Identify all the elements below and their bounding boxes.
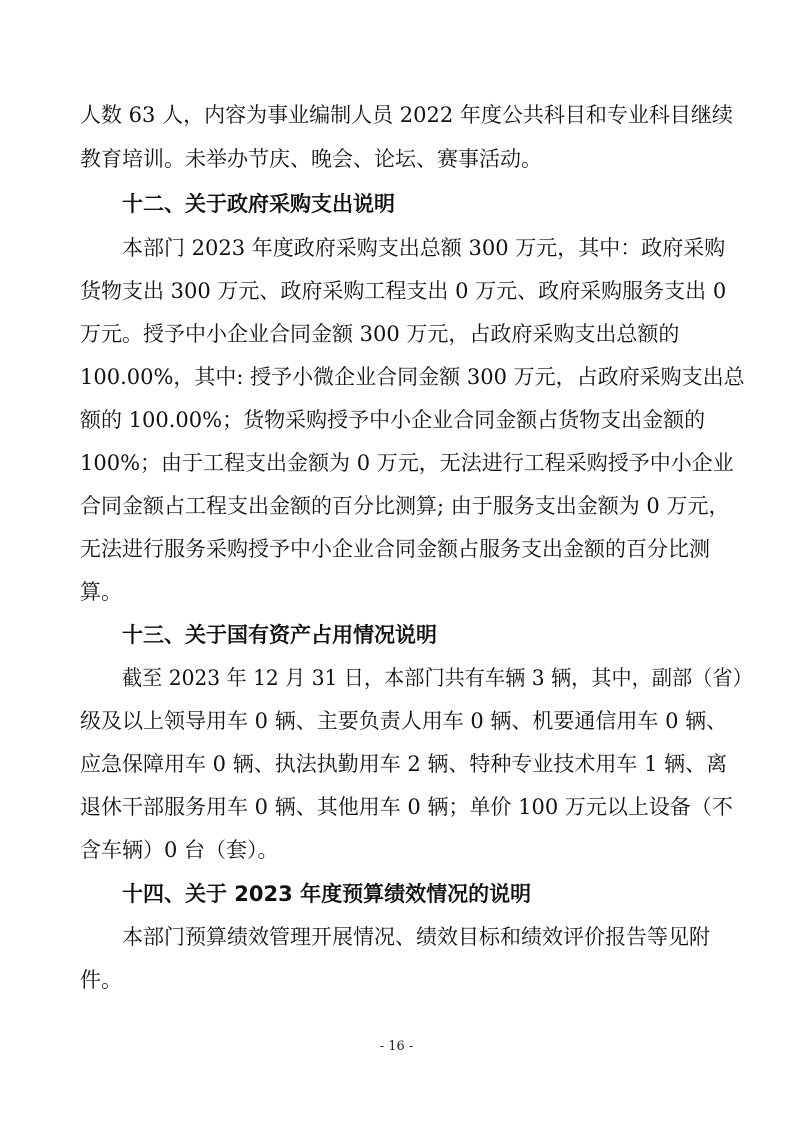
section-heading-12: 十二、关于政府采购支出说明 bbox=[122, 192, 395, 216]
body-text-line: 合同金额占工程支出金额的百分比测算; 由于服务支出金额为 0 万元， bbox=[80, 494, 730, 518]
body-text-line: 含车辆）0 台（套）。 bbox=[80, 838, 279, 862]
body-text-line: 截至 2023 年 12 月 31 日，本部门共有车辆 3 辆，其中，副部（省） bbox=[122, 666, 753, 690]
body-text-line: 应急保障用车 0 辆、执法执勤用车 2 辆、特种专业技术用车 1 辆、离 bbox=[80, 752, 728, 776]
body-text-line: 额的 100.00%；货物采购授予中小企业合同金额占货物支出金额的 bbox=[80, 408, 706, 432]
body-text-line: 教育培训。未举办节庆、晚会、论坛、赛事活动。 bbox=[80, 147, 542, 171]
body-text-line: 退休干部服务用车 0 辆、其他用车 0 辆；单价 100 万元以上设备（不 bbox=[80, 795, 733, 819]
body-text-line: 100.00%，其中: 授予小微企业合同金额 300 万元，占政府采购支出总 bbox=[80, 365, 745, 389]
page-number: - 16 - bbox=[379, 1039, 414, 1054]
section-heading-14: 十四、关于 2023 年度预算绩效情况的说明 bbox=[122, 882, 532, 906]
body-text-line: 人数 63 人，内容为事业编制人员 2022 年度公共科目和专业科目继续 bbox=[80, 103, 733, 127]
body-text-line: 算。 bbox=[80, 580, 122, 604]
body-text-line: 无法进行服务采购授予中小企业合同金额占服务支出金额的百分比测 bbox=[80, 537, 710, 561]
body-text-line: 本部门 2023 年度政府采购支出总额 300 万元，其中：政府采购 bbox=[122, 236, 726, 260]
body-text-line: 级及以上领导用车 0 辆、主要负责人用车 0 辆、机要通信用车 0 辆、 bbox=[80, 709, 728, 733]
body-text-line: 货物支出 300 万元、政府采购工程支出 0 万元、政府采购服务支出 0 bbox=[80, 279, 727, 303]
body-text-line: 本部门预算绩效管理开展情况、绩效目标和绩效评价报告等见附 bbox=[122, 925, 710, 949]
body-text-line: 100%；由于工程支出金额为 0 万元，无法进行工程采购授予中小企业 bbox=[80, 451, 734, 475]
body-text-line: 件。 bbox=[80, 968, 122, 992]
body-text-line: 万元。授予中小企业合同金额 300 万元，占政府采购支出总额的 bbox=[80, 322, 680, 346]
section-heading-13: 十三、关于国有资产占用情况说明 bbox=[122, 623, 437, 647]
